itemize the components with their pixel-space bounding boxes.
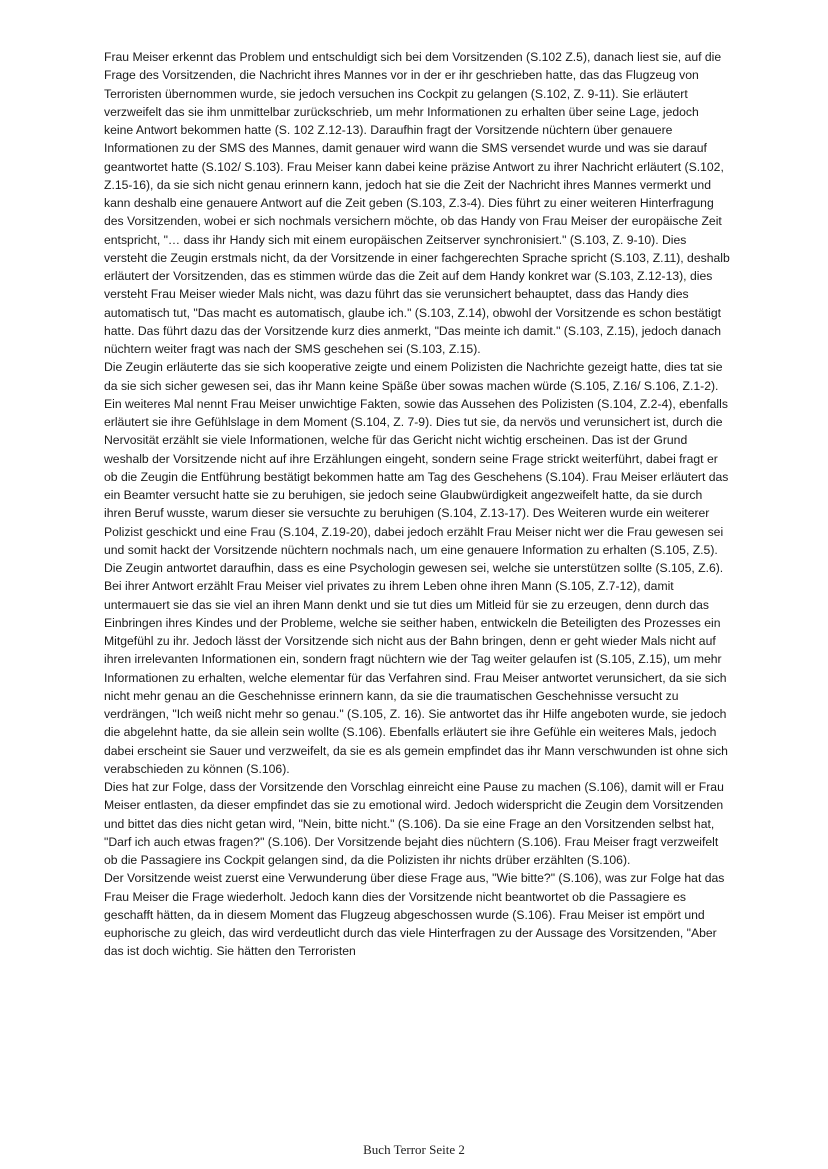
page-footer: Buch Terror Seite 2 [363,1142,465,1157]
paragraph-5: Der Vorsitzende weist zuerst eine Verwunderung über diese Frage aus, "Wie bitte?" (S.106), was zur Folge hat das Frau Meiser die Frage wiederholt. Jedoch kann dies der Vorsitzende nicht beantwortet ob die Passagiere es geschafft hätten, da in diesem Moment das Flugzeug abgeschossen wurde (S.106). Frau Meiser ist empört und euphorische zu gleich, das wird verdeutlicht durch das viele Hinterfragen zu der Aussage des Vorsitzenden, "Aber das ist doch wichtig. Sie hätten den Terroristen [104,871,725,959]
paragraph-2: Die Zeugin erläuterte das sie sich kooperative zeigte und einem Polizisten die Nachrichte gezeigt hatte, dies tat sie da sie sich sicher gewesen sei, das ihr Mann keine Späße über sowas machen würde (S.105, Z.16/ S.106, Z.1-2). Ein weiteres Mal nennt Frau Meiser unwichtige Fakten, sowie das Aussehen des Polizisten (S.104, Z.2-4), ebenfalls erläutert sie ihre Gefühlslage in dem Moment (S.104, Z. 7-9). Dies tut sie, da nervös und verunsichert ist, durch die Nervosität erzählt sie viele Informationen, welche für das Gericht nicht wichtig erscheinen. Das ist der Grund weshalb der Vorsitzende nicht auf ihre Erzählungen eingeht, sondern seine Frage strickt weiterführt, dabei fragt er ob die Zeugin die Entführung bestätigt bekommen hatte am Tag des Geschehens (S.104). Frau Meiser erläutert das ein Beamter versucht hatte sie zu beruhigen, sie jedoch seine Glaubwürdigkeit angezweifelt hatte, da sie durch ihren Beruf wusste, warum dieser sie versuchte zu beruhigen (S.104, Z.13-17). Des Weiteren wurde ein weiterer Polizist geschickt und eine Frau (S.104, Z.19-20), dabei jedoch erzählt Frau Meiser nicht wer die Frau gewesen sei und somit hackt der Vorsitzende nüchtern nochmals nach, um eine genauere Information zu erhalten (S.105, Z.5). [104,360,729,557]
document-body [104,48,730,961]
paragraph-1: Frau Meiser erkennt das Problem und entschuldigt sich bei dem Vorsitzenden (S.102 Z.5), danach liest sie, auf die Frage des Vorsitzenden, die Nachricht ihres Mannes vor in der er ihr geschrieben hatte, das das Flugzeug von Terroristen übernommen wurde, sie jedoch versuchen ins Cockpit zu gelangen (S.102, Z. 9-11). Sie erläutert verzweifelt das sie ihm unmittelbar zurückschrieb, um mehr Informationen zu erhalten über seine Lage, jedoch keine Antwort bekommen hatte (S. 102 Z.12-13). Daraufhin fragt der Vorsitzende nüchtern über genauere Informationen zu der SMS des Mannes, damit genauer wird wann die SMS versendet wurde und was sie darauf geantwortet hatte (S.102/ S.103). Frau Meiser kann dabei keine präzise Antwort zu ihrer Nachricht erläutert (S.102, Z.15-16), da sie sich nicht genau erinnern kann, jedoch hat sie die Zeit der Nachricht ihres Mannes vermerkt und kann deshalb eine genauere Antwort auf die Zeit geben (S.103, Z.3-4). Dies führt zu einer weiteren Hinterfragung des Vorsitzenden, wobei er sich nochmals versichern möchte, ob das Handy von Frau Meiser der europäische Zeit entspricht, "… dass ihr Handy sich mit einem europäischen Zeitserver synchronisiert." (S.103, Z. 9-10). Dies versteht die Zeugin erstmals nicht, da der Vorsitzende in einer fachgerechten Sprache spricht (S.103, Z.11), deshalb erläutert der Vorsitzenden, das es stimmen würde das die Zeit auf dem Handy konkret war (S.103, Z.12-13), dies versteht Frau Meiser wieder Mals nicht, was dazu führt das sie verunsichert behauptet, dass das Handy dies automatisch tut, "Das macht es automatisch, glaube ich." (S.103, Z.14), obwohl der Vorsitzende es schon bestätigt hatte. Das führt dazu das der Vorsitzende kurz dies anmerkt, "Das meinte ich damit." (S.103, Z.15), jedoch danach nüchtern weiter fragt was nach der SMS geschehen sei (S.103, Z.15). [104,50,730,356]
paragraph-4: Dies hat zur Folge, dass der Vorsitzende den Vorschlag einreicht eine Pause zu machen (S.106), damit will er Frau Meiser entlasten, da dieser empfindet das sie zu emotional wird. Jedoch widerspricht die Zeugin dem Vorsitzenden und bittet das dies nicht getan wird, "Nein, bitte nicht." (S.106). Da sie eine Frage an den Vorsitzenden selbst hat, "Darf ich auch etwas fragen?" (S.106). Der Vorsitzende bejaht dies nüchtern (S.106). Frau Meiser fragt verzweifelt ob die Passagiere ins Cockpit gelangen sind, da die Polizisten ihr nichts drüber erzählten (S.106). [104,780,724,867]
paragraph-3: Die Zeugin antwortet daraufhin, dass es eine Psychologin gewesen sei, welche sie unterstützen sollte (S.105, Z.6). Bei ihrer Antwort erzählt Frau Meiser viel privates zu ihrem Leben ohne ihren Mann (S.105, Z.7-12), damit untermauert sie das sie viel an ihren Mann denkt und sie tut dies um Mitleid für sie zu erzeugen, denn durch das Einbringen ihres Kindes und der Probleme, welche sie seither haben, entwickeln die Beteiligten des Prozesses ein Mitgefühl zu ihr. Jedoch lässt der Vorsitzende sich nicht aus der Bahn bringen, denn er geht wieder Mals nicht auf ihren irrelevanten Informationen ein, sondern fragt nüchtern wie der Tag weiter gelaufen ist (S.105, Z.15), um mehr Informationen zu erhalten, welche elementar für das Verfahren sind. Frau Meiser antwortet verunsichert, da sie sich nicht mehr genau an die Geschehnisse erinnern kann, da sie die traumatischen Geschehnisse versucht zu verdrängen, "Ich weiß nicht mehr so genau." (S.105, Z. 16). Sie antwortet das ihr Hilfe angeboten wurde, sie jedoch die abgelehnt hatte, da sie allein sein wollte (S.106). Ebenfalls erläutert sie ihre Gefühle ein weiteres Mals, jedoch dabei erscheint sie Sauer und verzweifelt, da sie es als gemein empfindet das ihr Mann verschwunden ist ohne sich verabschieden zu können (S.106). [104,561,728,776]
